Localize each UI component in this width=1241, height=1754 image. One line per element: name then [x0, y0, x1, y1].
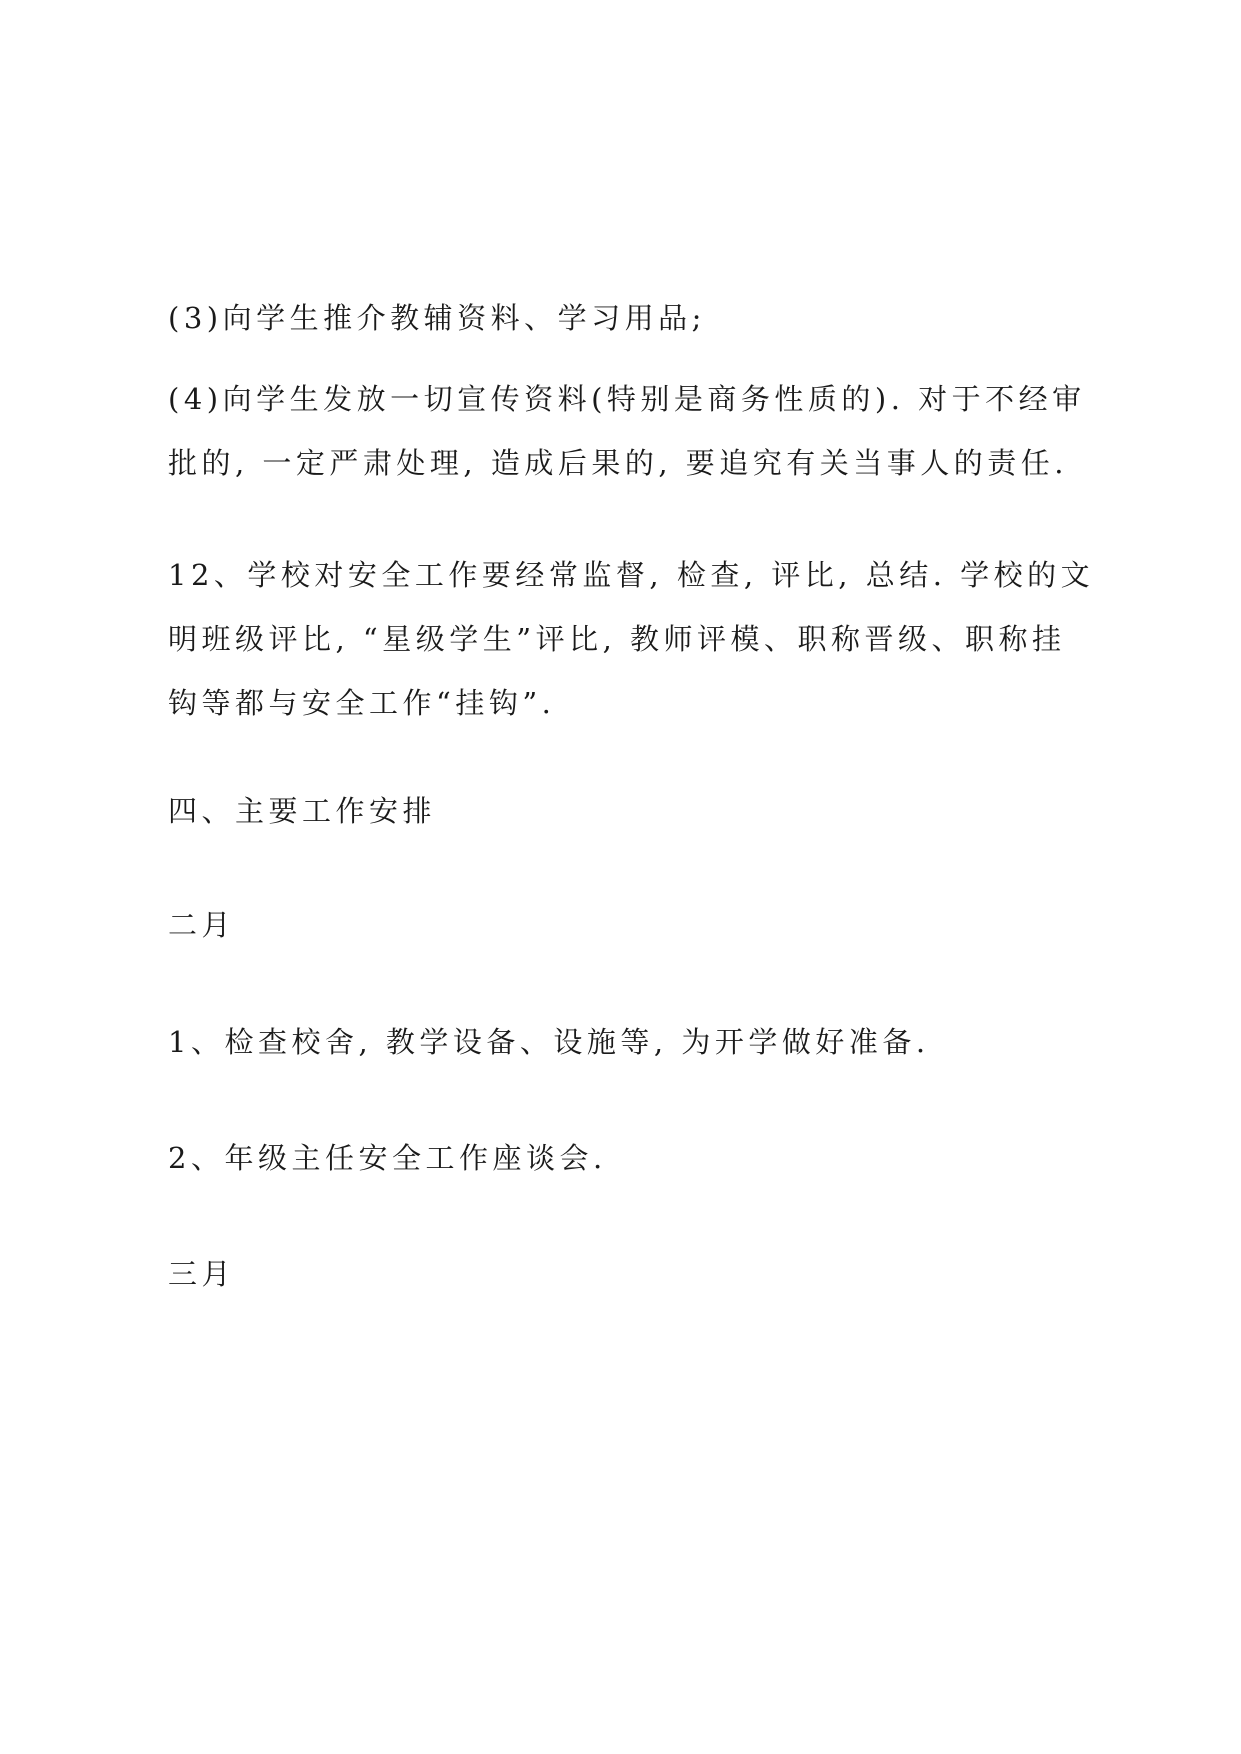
text-line: (3)向学生推介教辅资料、学习用品; — [168, 301, 706, 335]
text-line: 12、学校对安全工作要经常监督, 检查, 评比, 总结. 学校的文 — [168, 558, 1095, 592]
paragraph-item-12 — [168, 543, 1098, 735]
text-line: 2、年级主任安全工作座谈会. — [168, 1141, 607, 1175]
text-line: 四、主要工作安排 — [168, 794, 437, 828]
month-heading-february — [168, 893, 1098, 957]
text-line: 三月 — [168, 1257, 236, 1291]
text-line: 明班级评比, “星级学生”评比, 教师评模、职称晋级、职称挂 — [168, 622, 1066, 656]
text-line: 1、检查校舍, 教学设备、设施等, 为开学做好准备. — [168, 1025, 930, 1059]
paragraph-item-3 — [168, 286, 1098, 350]
text-line: (4)向学生发放一切宣传资料(特别是商务性质的). 对于不经审 — [168, 382, 1086, 416]
list-item-1 — [168, 1010, 1098, 1074]
paragraph-item-4 — [168, 367, 1098, 495]
section-heading — [168, 779, 1098, 843]
month-heading-march — [168, 1242, 1098, 1306]
text-line: 钩等都与安全工作“挂钩”. — [168, 686, 556, 720]
text-line: 批的, 一定严肃处理, 造成后果的, 要追究有关当事人的责任. — [168, 446, 1069, 480]
list-item-2 — [168, 1126, 1098, 1190]
text-line: 二月 — [168, 908, 236, 942]
